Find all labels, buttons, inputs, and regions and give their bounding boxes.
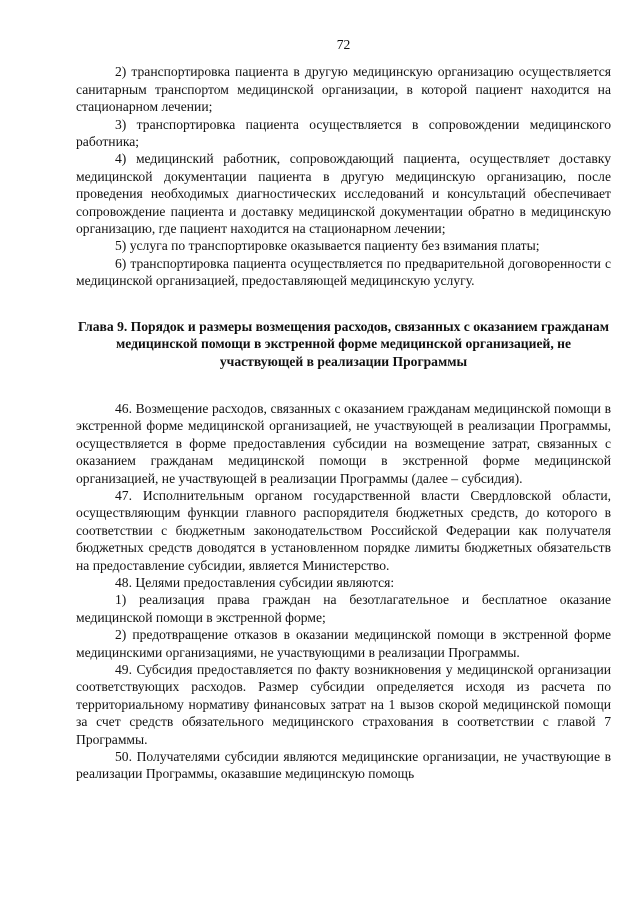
clause-49: 49. Субсидия предоставляется по факту возникновения у медицинской организации соответствующих расходов. Размер субсидии определяется исходя из расчета по территориальному нормативу финансовых затрат на 1 вызов скорой медицинской помощи за счет средств обязательного медицинского страхования в соответствии с главой 7 Программы. (76, 662, 611, 747)
condition-item-5: 5) услуга по транспортировке оказывается пациенту без взимания платы; (115, 238, 540, 254)
clause-46: 46. Возмещение расходов, связанных с оказанием гражданам медицинской помощи в экстренной форме медицинской организацией, не участвующей в реализации Программы, осуществляется в форме предоставления субсидии на возмещение затрат, связанных с оказанием гражданам медицинской помощи в экстренной форме медицинской организацией, не участвующей в реализации Программы (далее – субсидия). (76, 400, 611, 486)
condition-item-2: 2) транспортировка пациента в другую медицинскую организацию осуществляется санитарным транспортом медицинской организации, в которой пациент находится на стационарном лечении; (76, 64, 611, 115)
condition-item-3: 3) транспортировка пациента осуществляется в сопровождении медицинского работника; (76, 116, 611, 150)
page-number: 72 (336, 37, 351, 52)
condition-item-6: 6) транспортировка пациента осуществляется по предварительной договоренности с медицинской организацией, предоставляющей медицинскую услугу. (76, 255, 611, 289)
condition-item-4: 4) медицинский работник, сопровождающий пациента, осуществляет доставку медицинской документации пациента в другую медицинскую организацию, после проведения необходимых диагностических исследований и консультаций обеспечивает сопровождение пациента и доставку медицинской документации обратно в медицинскую организацию, где пациент находится на стационарном лечении; (76, 151, 611, 237)
transport-conditions-list (76, 63, 611, 289)
chapter-title: Глава 9. Порядок и размеры возмещения расходов, связанных с оказанием гражданам медицинской помощи в экстренной форме медицинской организацией, не участвующей в реализации Программы (78, 318, 609, 369)
clause-48: 48. Целями предоставления субсидии являются: (115, 574, 395, 590)
chapter-body (76, 400, 611, 783)
clause-47: 47. Исполнительным органом государственной власти Свердловской области, осуществляющим функции главного распорядителя бюджетных средств, до которого в соответствии с бюджетным законодательством Российской Федерации как получателя бюджетных средств доводятся в установленном порядке лимиты бюджетных обязательств на предоставление субсидии, является Министерство. (76, 487, 611, 573)
clause-48-item-2: 2) предотвращение отказов в оказании медицинской помощи в экстренной форме медицинскими организациями, не участвующими в реализации Программы. (76, 627, 611, 660)
clause-50: 50. Получателями субсидии являются медицинские организации, не участвующие в реализации Программы, оказавшие медицинскую помощь (76, 749, 611, 782)
clause-48-item-1: 1) реализация права граждан на безотлагательное и бесплатное оказание медицинской помощи в экстренной форме; (76, 592, 611, 625)
